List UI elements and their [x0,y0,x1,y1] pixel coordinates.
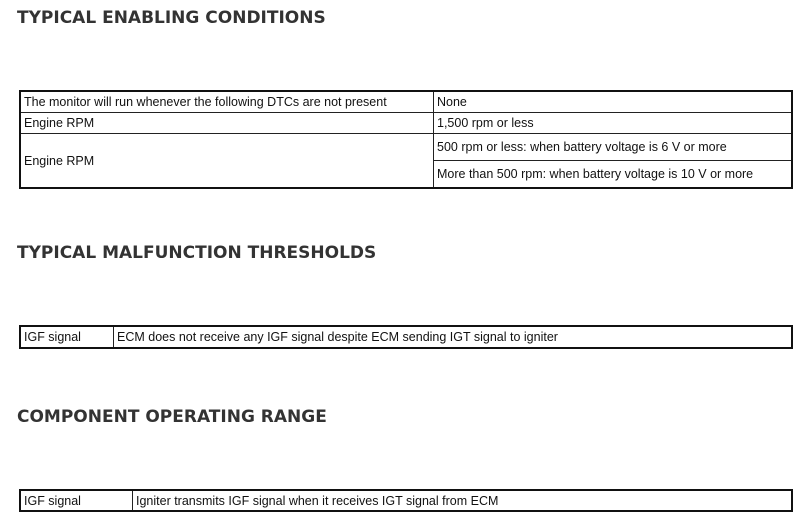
table-cell-value: None [434,91,793,113]
section-title-enabling-conditions: TYPICAL ENABLING CONDITIONS [17,8,326,28]
table-cell-label: Engine RPM [20,113,434,134]
table-cell-label: The monitor will run whenever the following DTCs are not present [20,91,434,113]
table-row [20,490,792,511]
table-row [20,113,792,134]
component-operating-range-table [19,489,793,512]
section-title-component-operating-range: COMPONENT OPERATING RANGE [17,407,327,427]
table-row [20,134,792,161]
section-title-malfunction-thresholds: TYPICAL MALFUNCTION THRESHOLDS [17,243,377,263]
table-cell-value: 500 rpm or less: when battery voltage is 6 V or more [434,134,793,161]
table-cell-value: 1,500 rpm or less [434,113,793,134]
table-row [20,91,792,113]
table-cell-value: ECM does not receive any IGF signal despite ECM sending IGT signal to igniter [114,326,793,348]
table-row [20,326,792,348]
enabling-conditions-table [19,90,793,189]
malfunction-thresholds-table [19,325,793,349]
table-cell-value: Igniter transmits IGF signal when it receives IGT signal from ECM [133,490,793,511]
table-cell-label: IGF signal [20,490,133,511]
table-cell-value: More than 500 rpm: when battery voltage is 10 V or more [434,161,793,189]
table-cell-label: IGF signal [20,326,114,348]
table-cell-label: Engine RPM [20,134,434,189]
